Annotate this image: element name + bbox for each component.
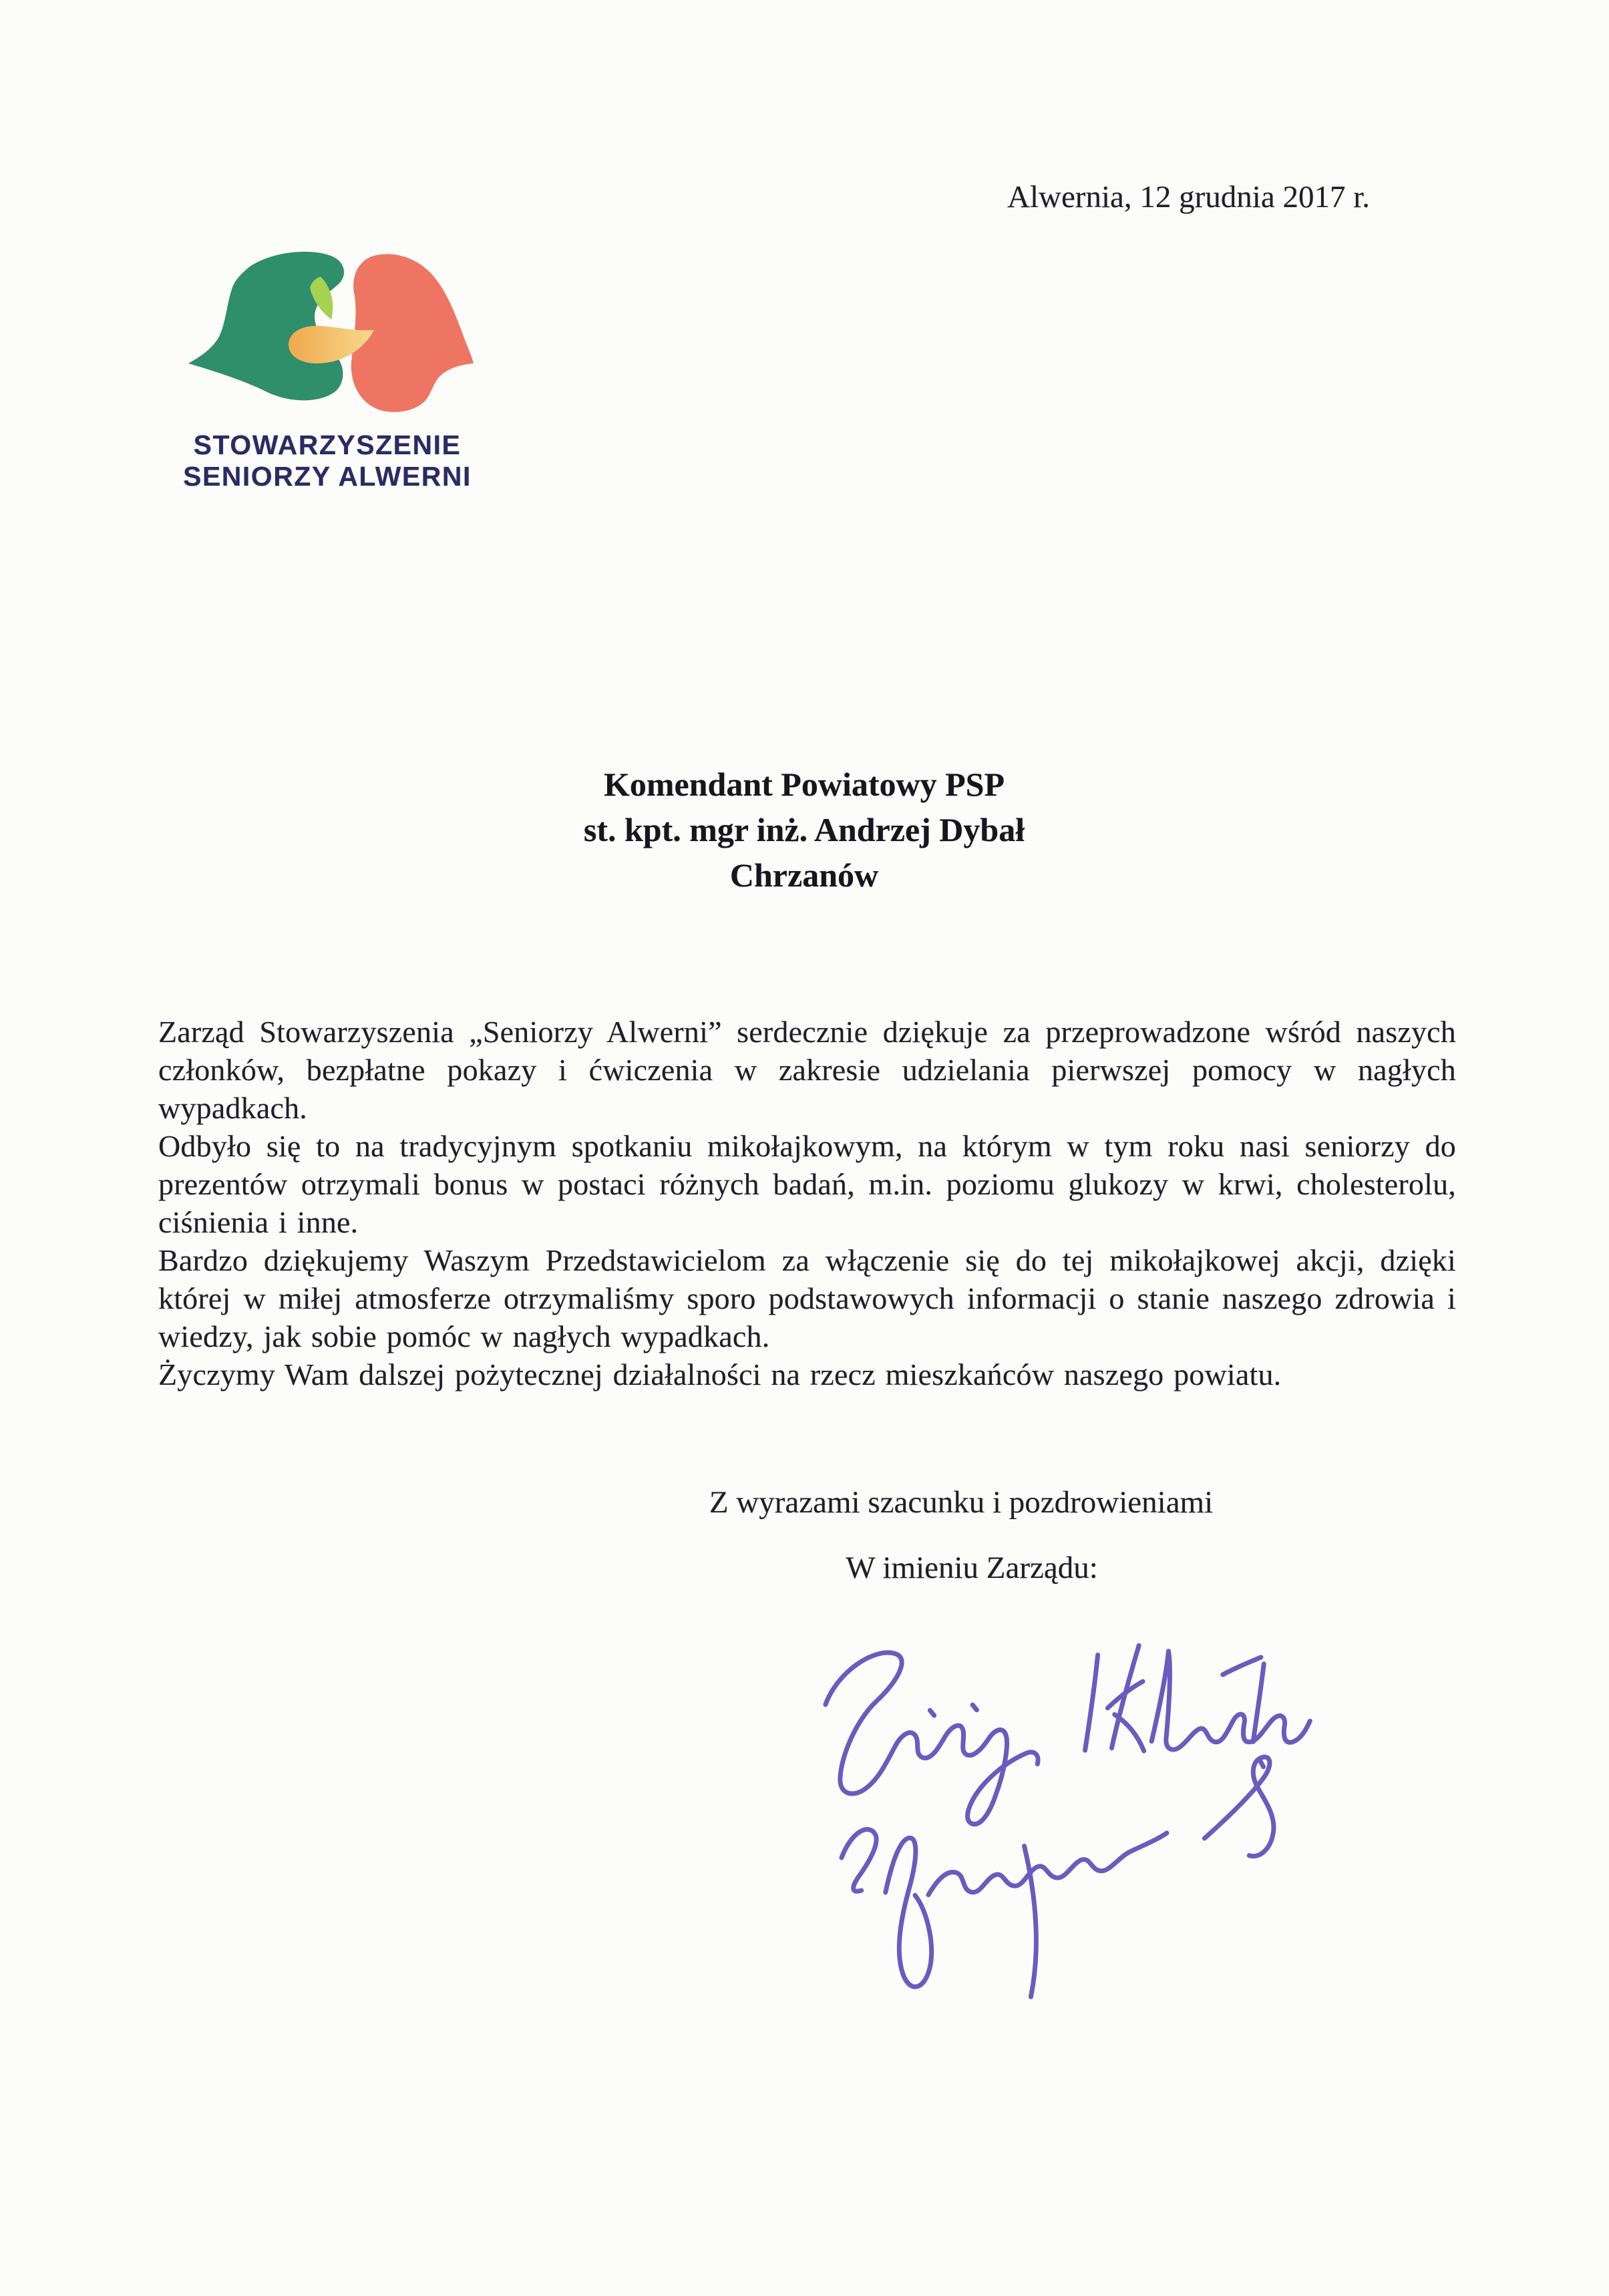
body-paragraph-1: Zarząd Stowarzyszenia „Seniorzy Alwerni” serdecznie dziękuje za przeprowadzone wśród naszych członków, bezpłatne pokazy i ćwiczenia w zakresie udzielania pierwszej pomocy w nagłych wypadkach. [158,1015,1456,1125]
recipient-name: st. kpt. mgr inż. Andrzej Dybał [583,811,1025,848]
logo-birds-icon [179,249,476,416]
handwritten-signature [801,1622,1376,2009]
letter-body [158,1013,1456,1393]
org-name-line1: STOWARZYSZENIE [193,430,462,460]
body-paragraph-2: Odbyło się to na tradycyjnym spotkaniu mikołajkowym, na którym w tym roku nasi seniorzy do prezentów otrzymali bonus w postaci różnych badań, m.in. poziomu glukozy w krwi, cholesterolu, ciśnienia i inne. [158,1129,1456,1239]
recipient-city: Chrzanów [729,856,879,894]
closing-salutation: Z wyrazami szacunku i pozdrowieniami [709,1485,1214,1520]
recipient-block [470,762,1138,898]
org-logo [179,249,480,492]
body-paragraph-3: Bardzo dziękujemy Waszym Przedstawicielom za włączenie się do tej mikołajkowej akcji, dzięki której w miłej atmosferze otrzymaliśmy sporo podstawowych informacji o stanie naszego zdrowia i wiedzy, jak sobie pomóc w nagłych wypadkach. [158,1243,1456,1353]
signature-ink-strokes [824,1638,1319,2003]
body-paragraph-4: Życzymy Wam dalszej pożytecznej działalności na rzecz mieszkańców naszego powiatu. [158,1357,1282,1391]
on-behalf-line: W imieniu Zarządu: [846,1550,1098,1585]
date-line: Alwernia, 12 grudnia 2017 r. [1007,180,1371,214]
recipient-title: Komendant Powiatowy PSP [604,766,1005,803]
org-name-line2: SENIORZY ALWERNI [183,461,472,492]
org-name [160,430,494,492]
